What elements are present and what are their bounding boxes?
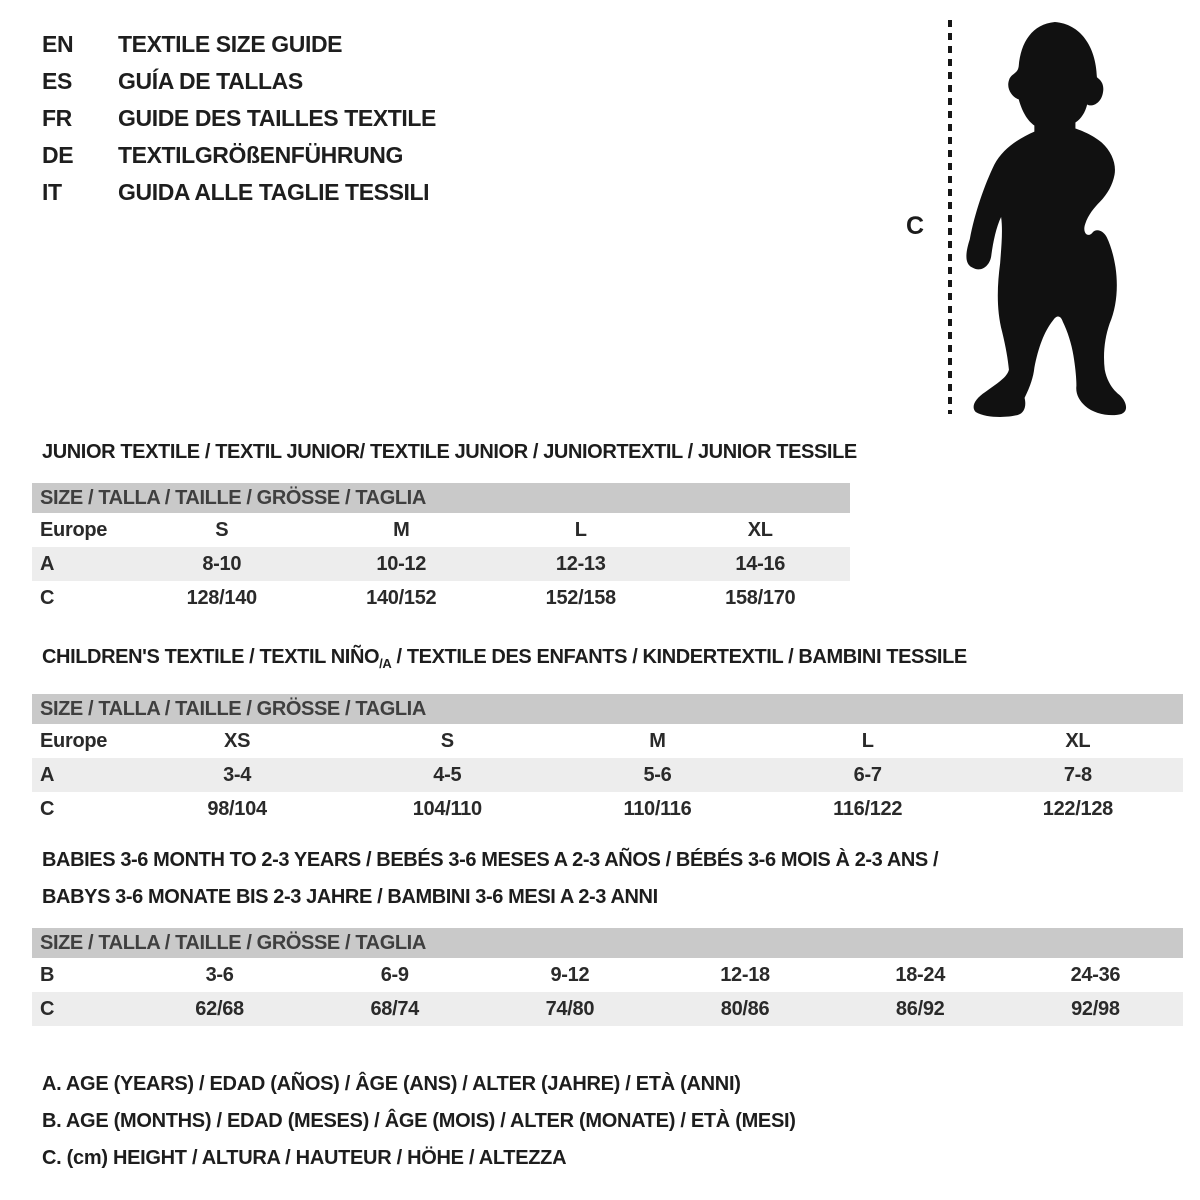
table-cell: 24-36 — [1070, 963, 1121, 986]
section-heading — [42, 434, 857, 471]
table-row — [32, 792, 1183, 826]
section-heading — [42, 639, 1183, 682]
language-code: IT — [42, 179, 62, 205]
size-table — [32, 928, 1183, 1026]
section-childrens-textile — [32, 639, 1183, 826]
legend — [42, 1066, 796, 1177]
table-cell: 5-6 — [552, 758, 762, 792]
heading-text: JUNIOR TEXTILE / TEXTIL JUNIOR/ TEXTILE JUNIOR / JUNIORTEXTIL / JUNIOR TESSILE — [42, 441, 857, 463]
table-cell: 128/140 — [186, 586, 257, 609]
table-cell: L — [861, 729, 874, 752]
height-measure-label: C — [906, 212, 925, 240]
table-row — [32, 547, 850, 581]
row-label: Europe — [40, 729, 108, 752]
table-row — [32, 581, 850, 615]
table-cell: 3-6 — [205, 963, 234, 986]
language-title: GUIDA ALLE TAGLIE TESSILI — [118, 179, 430, 205]
table-cell: XL — [747, 518, 773, 541]
table-cell: 80/86 — [657, 992, 832, 1026]
section-heading — [42, 842, 1183, 916]
table-size-header: SIZE / TALLA / TAILLE / GRÖSSE / TAGLIA — [32, 928, 1183, 958]
heading-text: CHILDREN'S TEXTILE / TEXTIL NIÑO — [42, 646, 380, 668]
table-cell: 9-12 — [550, 963, 590, 986]
table-cell: M — [393, 518, 410, 541]
heading-text: / TEXTILE DES ENFANTS / KINDERTEXTIL / BAMBINI TESSILE — [391, 646, 967, 668]
table-size-header-row — [32, 483, 850, 513]
table-cell: 86/92 — [833, 992, 1008, 1026]
table-cell: 74/80 — [482, 992, 657, 1026]
table-cell: 7-8 — [973, 758, 1183, 792]
language-row — [42, 100, 436, 137]
language-row — [42, 137, 436, 174]
row-label: Europe — [40, 518, 108, 541]
table-cell: 14-16 — [671, 547, 851, 581]
row-label: A — [32, 758, 132, 792]
section-heading-line — [42, 639, 1183, 682]
section-heading-line — [42, 879, 1183, 916]
language-row — [42, 26, 436, 63]
table-cell: 158/170 — [725, 586, 796, 609]
toddler-silhouette-image — [962, 16, 1138, 418]
legend-line: A. AGE (YEARS) / EDAD (AÑOS) / ÂGE (ANS) / ALTER (JAHRE) / ETÀ (ANNI) — [42, 1073, 741, 1095]
table-size-header: SIZE / TALLA / TAILLE / GRÖSSE / TAGLIA — [32, 694, 1183, 724]
table-cell: 6-7 — [763, 758, 973, 792]
table-cell: XL — [1065, 729, 1091, 752]
section-heading-line — [42, 842, 1183, 879]
language-title: GUÍA DE TALLAS — [118, 68, 303, 94]
row-label: C — [32, 992, 132, 1026]
language-title: TEXTILGRÖßENFÜHRUNG — [118, 142, 403, 168]
table-cell: 18-24 — [895, 963, 946, 986]
table-cell: M — [649, 729, 666, 752]
table-cell: 3-4 — [132, 758, 342, 792]
table-cell: 8-10 — [132, 547, 312, 581]
height-measure-dashed-line — [948, 20, 952, 414]
table-cell: 110/116 — [623, 797, 692, 820]
heading-text: BABIES 3-6 MONTH TO 2-3 YEARS / BEBÉS 3-6 MESES A 2-3 AÑOS / BÉBÉS 3-6 MOIS À 2-3 ANS / — [42, 849, 939, 871]
language-title-list — [42, 26, 436, 211]
language-title: GUIDE DES TAILLES TEXTILE — [118, 105, 436, 131]
table-cell: 98/104 — [207, 797, 267, 820]
row-label: C — [40, 797, 55, 820]
table-row — [32, 724, 1183, 758]
language-row — [42, 63, 436, 100]
table-cell: S — [215, 518, 229, 541]
table-cell: 68/74 — [307, 992, 482, 1026]
table-cell: 12-18 — [720, 963, 770, 986]
language-code: DE — [42, 142, 74, 168]
table-cell: 12-13 — [491, 547, 671, 581]
row-label: A — [32, 547, 132, 581]
heading-text: /A — [379, 656, 392, 671]
language-title: TEXTILE SIZE GUIDE — [118, 31, 343, 57]
table-cell: S — [440, 729, 454, 752]
table-row — [32, 958, 1183, 992]
table-cell: 4-5 — [342, 758, 552, 792]
table-cell: XS — [224, 729, 251, 752]
language-code: FR — [42, 105, 72, 131]
section-heading-line — [42, 434, 857, 471]
table-cell: 104/110 — [412, 797, 482, 820]
table-row — [32, 758, 1183, 792]
table-cell: 152/158 — [545, 586, 616, 609]
table-cell: 140/152 — [366, 586, 437, 609]
size-table — [32, 483, 850, 615]
row-label: B — [40, 963, 55, 986]
table-cell: 10-12 — [312, 547, 492, 581]
language-code: ES — [42, 68, 72, 94]
language-row — [42, 174, 436, 211]
legend-line: C. (cm) HEIGHT / ALTURA / HAUTEUR / HÖHE / ALTEZZA — [42, 1147, 567, 1169]
row-label: C — [40, 586, 55, 609]
table-cell: 116/122 — [833, 797, 903, 820]
table-size-header-row — [32, 694, 1183, 724]
table-size-header-row — [32, 928, 1183, 958]
table-cell: 122/128 — [1042, 797, 1113, 820]
heading-text: BABYS 3-6 MONATE BIS 2-3 JAHRE / BAMBINI 3-6 MESI A 2-3 ANNI — [42, 886, 658, 908]
language-code: EN — [42, 31, 74, 57]
table-size-header: SIZE / TALLA / TAILLE / GRÖSSE / TAGLIA — [32, 483, 850, 513]
table-cell: 6-9 — [380, 963, 409, 986]
section-babies-textile — [32, 842, 1183, 1026]
table-cell: 62/68 — [132, 992, 307, 1026]
table-cell: L — [574, 518, 587, 541]
size-table — [32, 694, 1183, 826]
section-junior-textile — [32, 434, 857, 615]
table-cell: 92/98 — [1008, 992, 1183, 1026]
table-row — [32, 513, 850, 547]
legend-line: B. AGE (MONTHS) / EDAD (MESES) / ÂGE (MOIS) / ALTER (MONATE) / ETÀ (MESI) — [42, 1110, 796, 1132]
table-row — [32, 992, 1183, 1026]
